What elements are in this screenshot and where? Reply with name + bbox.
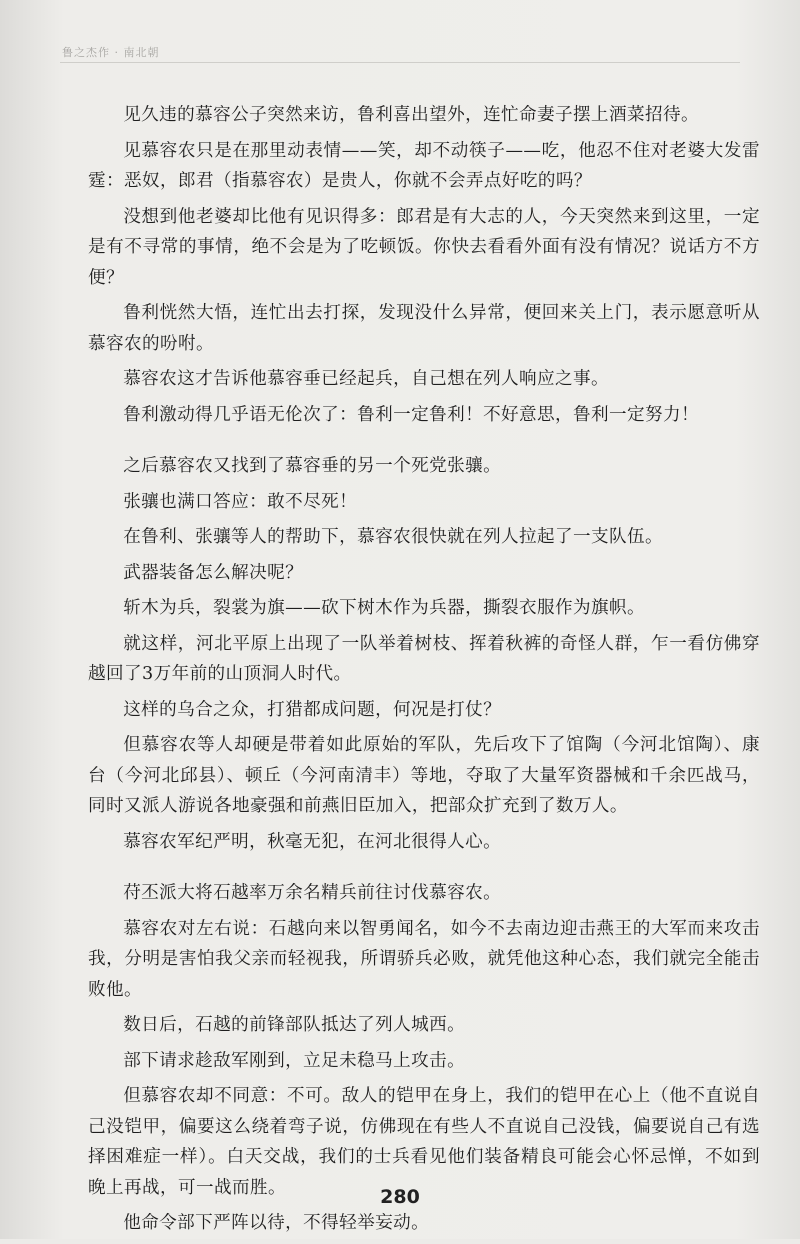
paragraph: 斩木为兵，裂裳为旗——砍下树木作为兵器，撕裂衣服作为旗帜。 (123, 598, 646, 618)
paragraph: 之后慕容农又找到了慕容垂的另一个死党张骧。 (123, 456, 502, 476)
paragraph: 但慕容农等人却硬是带着如此原始的军队，先后攻下了馆陶（今河北馆陶）、康台（今河北邱县）、顿丘（今河南清丰）等地，夺取了大量军资器械和千余匹战马，同时又派人游说各地豪强和前燕旧臣加入，把部众扩充到了数万人。 (88, 735, 760, 816)
header-rule (60, 62, 740, 63)
paragraph: 没想到他老婆却比他有见识得多：郎君是有大志的人，今天突然来到这里，一定是有不寻常的事情，绝不会是为了吃顿饭。你快去看看外面有没有情况？说话方不方便？ (88, 206, 760, 288)
running-header: 鲁之杰作 · 南北朝 (62, 46, 160, 59)
body-text (88, 100, 760, 1244)
paragraph: 苻丕派大将石越率万余名精兵前往讨伐慕容农。 (123, 883, 502, 903)
paragraph: 这样的乌合之众，打猎都成问题，何况是打仗？ (123, 699, 502, 720)
section-gap (88, 862, 760, 878)
paragraph: 慕容农军纪严明，秋毫无犯，在河北很得人心。 (123, 831, 502, 852)
page-number: 280 (380, 1186, 420, 1208)
paragraph: 慕容农对左右说：石越向来以智勇闻名，如今不去南边迎击燕王的大军而来攻击我，分明是害怕我父亲而轻视我，所谓骄兵必败，就凭他这种心态，我们就完全能击败他。 (88, 918, 760, 1000)
paragraph: 武器装备怎么解决呢？ (123, 562, 304, 583)
paragraph: 见久违的慕容公子突然来访，鲁利喜出望外，连忙命妻子摆上酒菜招待。 (123, 105, 699, 125)
paragraph: 鲁利激动得几乎语无伦次了：鲁利一定鲁利！不好意思，鲁利一定努力！ (123, 404, 699, 425)
paragraph: 就这样，河北平原上出现了一队举着树枝、挥着秋裤的奇怪人群，乍一看仿佛穿越回了3万年前的山顶洞人时代。 (88, 633, 760, 684)
paragraph: 见慕容农只是在那里动表情——笑，却不动筷子——吃，他忍不住对老婆大发雷霆：恶奴，郎君（指慕容农）是贵人，你就不会弄点好吃的吗？ (88, 140, 760, 191)
paragraph: 数日后，石越的前锋部队抵达了列人城西。 (123, 1015, 466, 1035)
paragraph: 但慕容农却不同意：不可。敌人的铠甲在身上，我们的铠甲在心上（他不直说自己没铠甲，偏要这么绕着弯子说，仿佛现在有些人不直说自己没钱，偏要说自己有选择困难症一样）。白天交战，我们的士兵看见他们装备精良可能会心怀忌惮，不如到晚上再战，可一战而胜。 (88, 1086, 760, 1198)
paragraph: 部下请求趁敌军刚到，立足未稳马上攻击。 (123, 1050, 466, 1071)
paragraph: 慕容农这才告诉他慕容垂已经起兵，自己想在列人响应之事。 (123, 369, 610, 389)
paragraph: 鲁利恍然大悟，连忙出去打探，发现没什么异常，便回来关上门，表示愿意听从慕容农的吩咐。 (88, 303, 760, 354)
paragraph: 他命令部下严阵以待，不得轻举妄动。 (123, 1213, 430, 1233)
section-gap (88, 435, 760, 451)
paragraph: 张骧也满口答应：敢不尽死！ (123, 491, 358, 512)
paragraph: 在鲁利、张骧等人的帮助下，慕容农很快就在列人拉起了一支队伍。 (123, 527, 664, 547)
